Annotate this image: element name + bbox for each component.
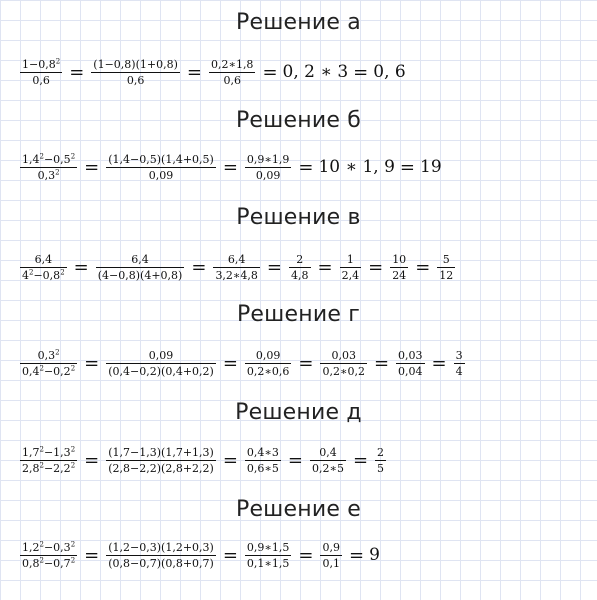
solution-e-equation: $\frac{1,2^2-0,3^2}{0,8^2-0,7^2}$ = $\frac{(1,2-0,3)(1,2+0,3)}{(0,8-0,7)(0,8+0,7)}$ = $\frac{0,9∗1,5}{0,1∗1,5}$ = $\frac{0,9}{0,1}$ = 9 [22,539,380,570]
fraction: $\frac{1,4^2-0,5^2}{0,3^2}$ [22,151,76,182]
solution-e-heading: Решение е [235,497,361,522]
fraction: $\frac{1-0,8^2}{0,6}$ [22,56,61,87]
fraction: $\frac{0,4}{0,2∗5}$ [311,445,344,475]
result-value: 10 ∗ 1, 9 [318,157,395,177]
result-value: 9 [369,545,380,565]
solution-a-heading: Решение а [236,10,361,35]
solution-v-heading: Решение в [236,205,361,230]
fraction: $\frac{6,4}{3,2∗4,8}$ [215,252,258,282]
result-value: 0, 2 ∗ 3 [282,62,349,82]
solution-b-heading: Решение б [235,108,362,133]
fraction: $\frac{0,9}{0,1}$ [322,540,340,570]
solution-g-heading: Решение г [236,302,361,327]
fraction: $\frac{0,2∗1,8}{0,6}$ [210,57,254,87]
fraction: $\frac{0,09}{(0,4-0,2)(0,4+0,2)}$ [108,348,214,378]
solution-d-equation: $\frac{1,7^2-1,3^2}{2,8^2-2,2^2}$ = $\frac{(1,7-1,3)(1,7+1,3)}{(2,8-2,2)(2,8+2,2)}$ = $\frac{0,4∗3}{0,6∗5}$ = $\frac{0,4}{0,2∗5}$ = $\frac{2}{5}$ [22,444,385,475]
fraction: $\frac{5}{12}$ [439,252,454,282]
fraction: $\frac{6,4}{(4-0,8)(4+0,8)}$ [97,252,183,282]
solution-d-heading: Решение д [235,400,362,425]
fraction: $\frac{0,9∗1,5}{0,1∗1,5}$ [246,540,290,570]
result-value: 19 [420,157,442,177]
fraction: $\frac{(1-0,8)(1+0,8)}{0,6}$ [93,57,178,87]
fraction: $\frac{0,3^2}{0,4^2-0,2^2}$ [22,347,76,378]
fraction: $\frac{6,4}{4^2-0,8^2}$ [22,252,65,282]
fraction: $\frac{0,03}{0,2∗0,2}$ [322,348,365,378]
fraction: $\frac{2}{5}$ [377,445,385,475]
fraction: $\frac{0,9∗1,9}{0,09}$ [246,152,290,182]
fraction: $\frac{1}{2,4}$ [341,252,360,282]
fraction: $\frac{(1,4-0,5)(1,4+0,5)}{0,09}$ [108,152,214,182]
fraction: $\frac{0,03}{0,04}$ [398,348,423,378]
solution-a-equation: $\frac{1-0,8^2}{0,6}$ = $\frac{(1-0,8)(1+0,8)}{0,6}$ = $\frac{0,2∗1,8}{0,6}$ = 0, 2 ∗ 3 = 0, 6 [22,56,406,87]
fraction: $\frac{1,2^2-0,3^2}{0,8^2-0,7^2}$ [22,539,76,570]
solution-v-equation: $\frac{6,4}{4^2-0,8^2}$ = $\frac{6,4}{(4-0,8)(4+0,8)}$ = $\frac{6,4}{3,2∗4,8}$ = $\frac{2}{4,8}$ = $\frac{1}{2,4}$ = $\frac{10}{24}$ = $\frac{5}{12}$ [22,252,454,282]
fraction: $\frac{1,7^2-1,3^2}{2,8^2-2,2^2}$ [22,444,76,475]
fraction: $\frac{(1,2-0,3)(1,2+0,3)}{(0,8-0,7)(0,8+0,7)}$ [108,540,214,570]
fraction: $\frac{3}{4}$ [455,348,463,378]
fraction: $\frac{(1,7-1,3)(1,7+1,3)}{(2,8-2,2)(2,8+2,2)}$ [108,445,214,475]
fraction: $\frac{0,4∗3}{0,6∗5}$ [246,445,279,475]
solution-g-equation: $\frac{0,3^2}{0,4^2-0,2^2}$ = $\frac{0,09}{(0,4-0,2)(0,4+0,2)}$ = $\frac{0,09}{0,2∗0,6}$ = $\frac{0,03}{0,2∗0,2}$ = $\frac{0,03}{0,04}$ = $\frac{3}{4}$ [22,347,463,378]
result-value: 0, 6 [373,62,406,82]
fraction: $\frac{2}{4,8}$ [291,252,309,282]
fraction: $\frac{10}{24}$ [392,252,407,282]
solution-b-equation: $\frac{1,4^2-0,5^2}{0,3^2}$ = $\frac{(1,4-0,5)(1,4+0,5)}{0,09}$ = $\frac{0,9∗1,9}{0,09}$ = 10 ∗ 1, 9 = 19 [22,151,442,182]
fraction: $\frac{0,09}{0,2∗0,6}$ [246,348,290,378]
